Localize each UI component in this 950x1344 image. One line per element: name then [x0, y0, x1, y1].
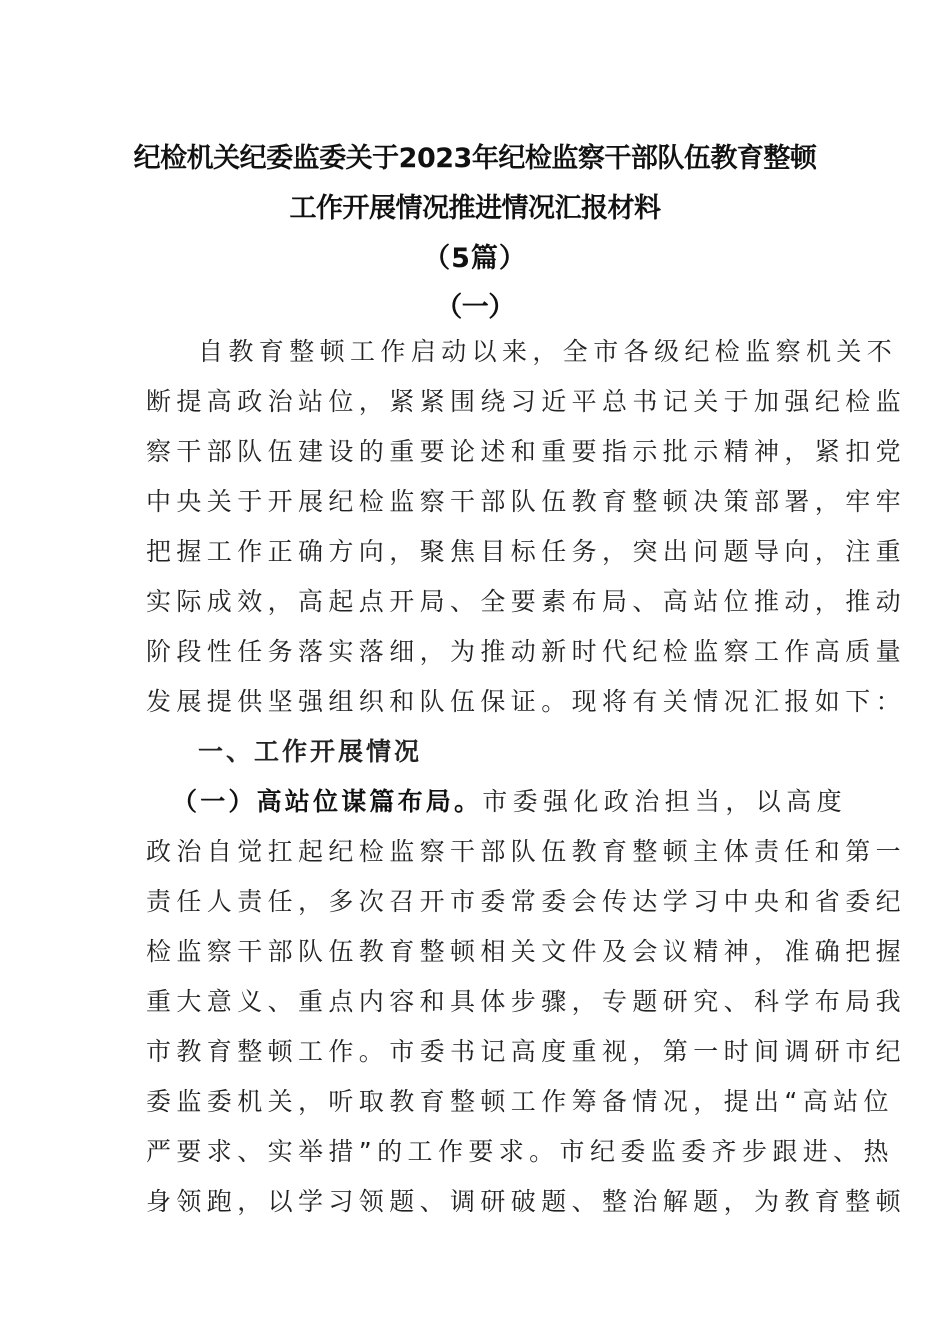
body-line: 身领跑，以学习领题、调研破题、整治解题，为教育整顿: [146, 1187, 907, 1216]
intro-line: 发展提供坚强组织和队伍保证。现将有关情况汇报如下：: [146, 687, 907, 716]
section-heading: 一、工作开展情况: [198, 737, 423, 766]
body-line: 严要求、实举措”的工作要求。市纪委监委齐步跟进、热: [146, 1137, 894, 1166]
intro-line: 阶段性任务落实落细，为推动新时代纪检监察工作高质量: [146, 637, 907, 666]
section-number: （一）: [435, 292, 515, 323]
body-line: 责任人责任，多次召开市委常委会传达学习中央和省委纪: [146, 887, 907, 916]
document-title-line-1: 纪检机关纪委监委关于2023年纪检监察干部队伍教育整顿: [133, 143, 817, 174]
subsection-lead: （一）高站位谋篇布局。: [172, 787, 483, 816]
intro-line: 把握工作正确方向，聚焦目标任务，突出问题导向，注重: [146, 537, 907, 566]
body-line: 重大意义、重点内容和具体步骤，专题研究、科学布局我: [146, 987, 907, 1016]
intro-line: 断提高政治站位，紧紧围绕习近平总书记关于加强纪检监: [146, 387, 907, 416]
intro-line: 察干部队伍建设的重要论述和重要指示批示精神，紧扣党: [146, 437, 907, 466]
subsection-first-line: [172, 786, 848, 818]
intro-line: 自教育整顿工作启动以来，全市各级纪检监察机关不: [198, 337, 898, 366]
body-line: 委监委机关，听取教育整顿工作筹备情况，提出“高站位: [146, 1087, 894, 1116]
body-line: 政治自觉扛起纪检监察干部队伍教育整顿主体责任和第一: [146, 837, 907, 866]
intro-line: 中央关于开展纪检监察干部队伍教育整顿决策部署，牢牢: [146, 487, 907, 516]
intro-line: 实际成效，高起点开局、全要素布局、高站位推动，推动: [146, 587, 907, 616]
document-title-line-2: 工作开展情况推进情况汇报材料: [289, 193, 661, 224]
document-count: （5篇）: [423, 243, 527, 274]
body-line: 市教育整顿工作。市委书记高度重视，第一时间调研市纪: [146, 1037, 907, 1066]
body-line: 检监察干部队伍教育整顿相关文件及会议精神，准确把握: [146, 937, 907, 966]
subsection-first-rest: 市委强化政治担当，以高度: [482, 787, 848, 816]
